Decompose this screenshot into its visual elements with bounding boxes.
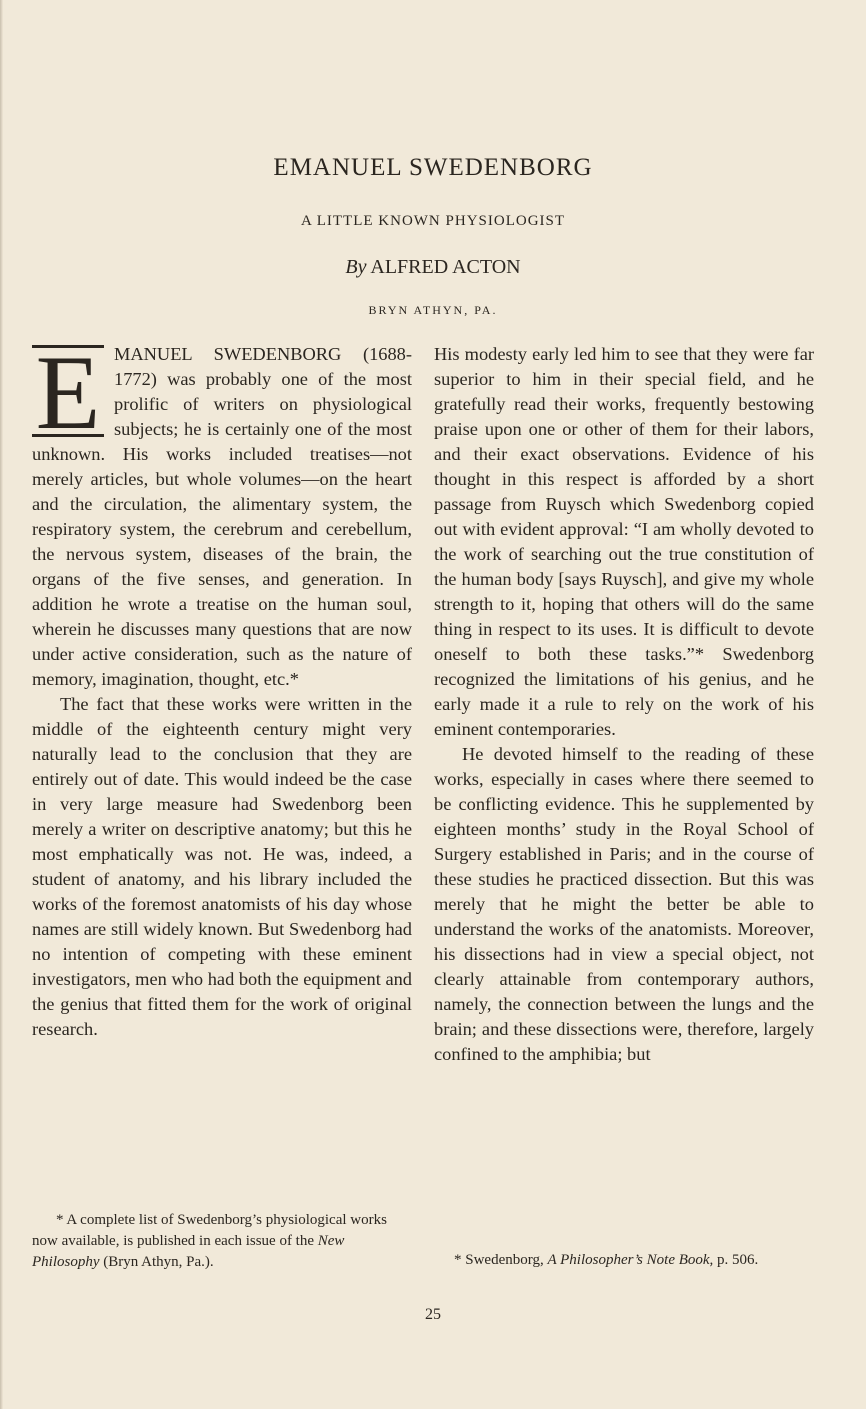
author-name: ALFRED ACTON [370,256,521,278]
footnote-text: * A complete list of Swedenborg’s physiological works now available, is published in each issue of the [32,1212,387,1249]
drop-cap: E [32,345,104,437]
paragraph: His modesty early led him to see that they were far superior to him in their special field, and he gratefully read their works, frequently bestowing praise upon one or other of them for their labors, and their exact observations. Evidence of his thought in this respect is afforded by a short passage from Ruysch which Swedenborg copied out with evident approval: “I am wholly devoted to the work of searching out the true constitution of the human body [says Ruysch], and give my whole strength to it, hoping that others will do the same thing in respect to its uses. It is difficult to devote oneself to both these tasks.”* Swedenborg recognized the limitations of his genius, and he early made it a rule to rely on the work of his eminent contemporaries. [434,344,814,739]
article-subtitle: A LITTLE KNOWN PHYSIOLOGIST [300,213,566,229]
byline-by: By [345,256,367,278]
footnote-journal: New Philosophy [32,1233,345,1270]
right-column [434,342,814,1067]
left-column [32,334,412,1042]
paragraph: He devoted himself to the reading of these works, especially in cases where there seemed to be conflicting evidence. This he supplemented by eighteen months’ study in the Royal School of Surgery established in Paris; and in the course of these studies he practiced dissection. But this was merely that he might the better be able to understand the works of the anatomists. Moreover, his dissections had in view a special object, not clearly attainable from contemporary authors, namely, the connection between the lungs and the brain; and these dissections were, therefore, largely confined to the amphibia; but [434,744,814,1064]
footnote-right [434,1250,814,1271]
page-number: 25 [425,1306,441,1323]
paragraph-text: MANUEL SWEDENBORG (1688-1772) was probably one of the most prolific of writers on physiological subjects; he is certainly one of the most unknown. His works included treatises—not merely articles, but whole volumes—on the heart and the circulation, the alimentary system, the respiratory system, the cerebrum and cerebellum, the nervous system, diseases of the brain, the organs of the five senses, and generation. In addition he wrote a treatise on the human soul, wherein he discusses many questions that are now under active consideration, such as the nature of memory, imagination, thought, etc.* [32,344,412,689]
article-title: EMANUEL SWEDENBORG [273,154,593,181]
page-edge [0,0,3,1409]
author-location: BRYN ATHYN, PA. [368,303,498,317]
byline [0,256,866,279]
footnote-text: p. 506. [713,1252,759,1268]
paragraph [32,334,412,692]
footnote-text: (Bryn Athyn, Pa.). [99,1254,214,1270]
paragraph: The fact that these works were written in the middle of the eighteenth century might very naturally lead to the conclusion that they are entirely out of date. This would indeed be the case in very large measure had Swedenborg been merely a writer on descriptive anatomy; but this he most emphatically was not. He was, indeed, a student of anatomy, and his library included the works of the foremost anatomists of his day whose names are still widely known. But Swedenborg had no intention of competing with these eminent investigators, men who had both the equipment and the genius that fitted them for the work of original research. [32,694,412,1039]
footnote-left [32,1210,392,1273]
footnote-book: A Philosopher’s Note Book, [547,1252,714,1268]
footnote-text: * Swedenborg, [454,1252,548,1268]
